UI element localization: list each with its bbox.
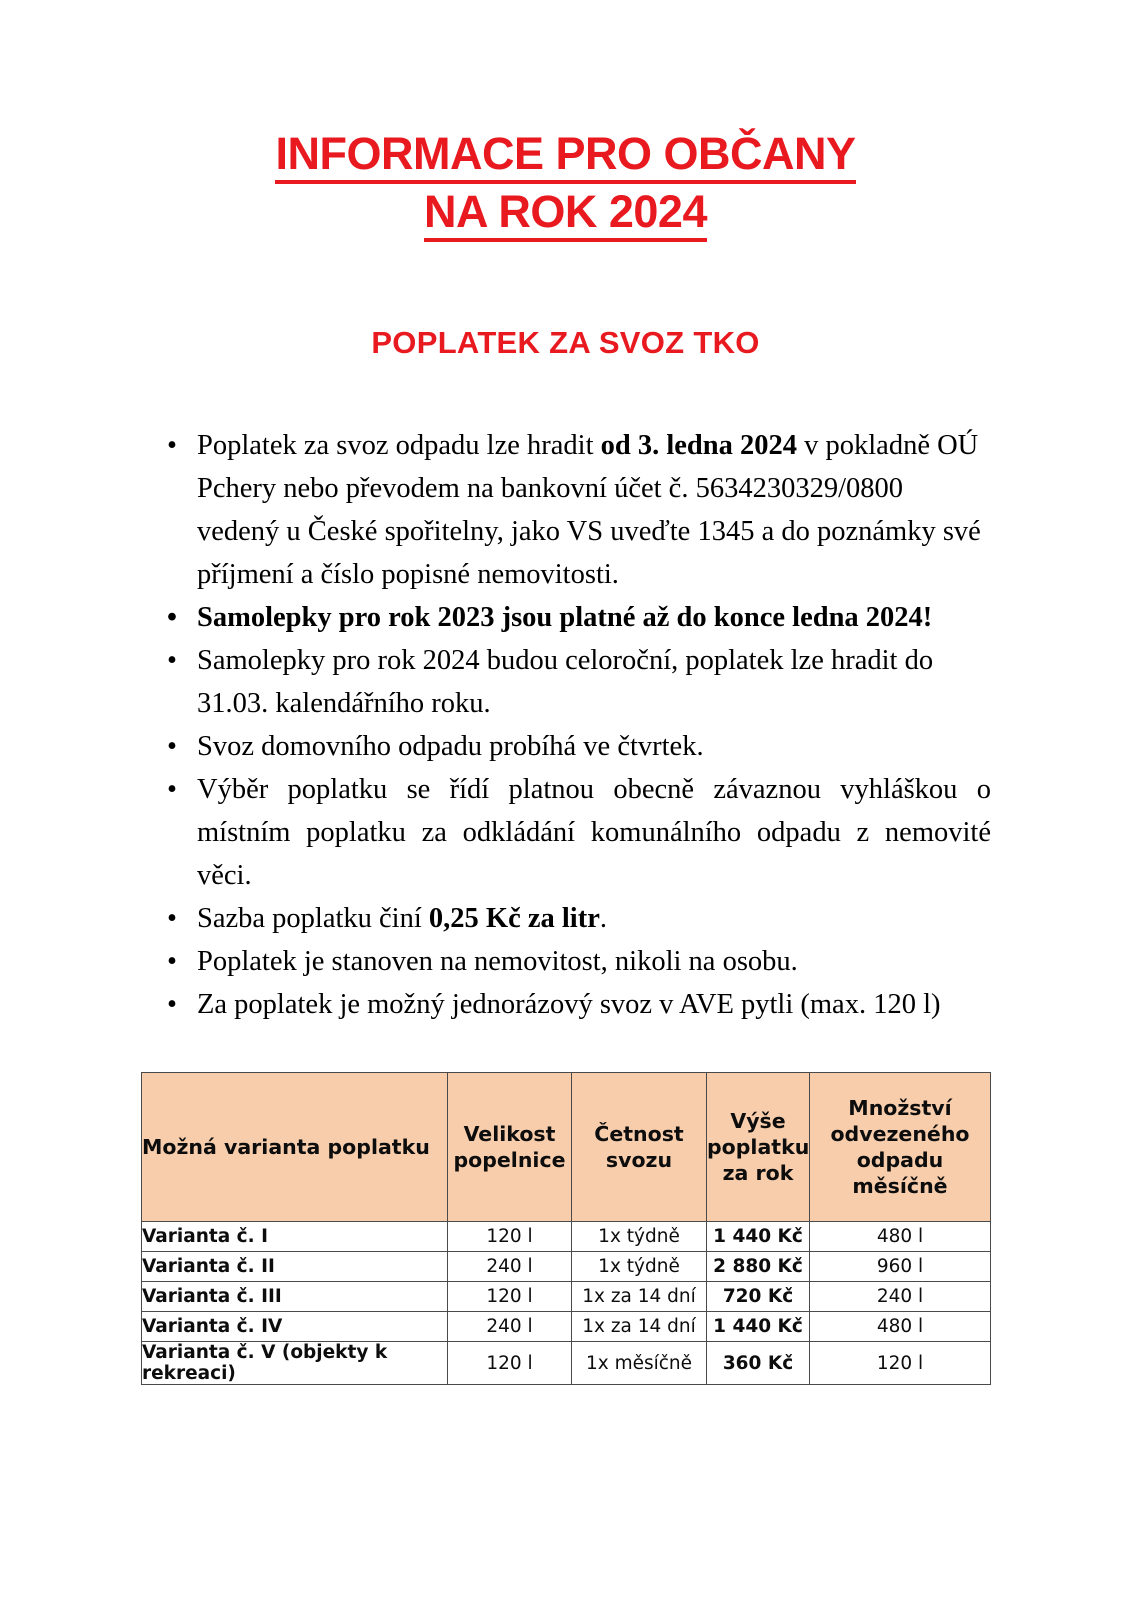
bullet-text-run: v pokladně OÚ Pchery nebo převodem na bankovní účet č. 5634230329/0800 vedený u České spořitelny, jako VS uveďte 1345 a do poznámky své příjmení a číslo popisné nemovitosti. <box>197 430 981 590</box>
list-spacer <box>141 1026 991 1068</box>
header-waste-per-month: Množství odvezeného odpadu měsíčně <box>810 1073 991 1222</box>
cell-bin-size: 240 l <box>448 1252 572 1282</box>
bullet-text <box>197 946 798 977</box>
cell-frequency: 1x za 14 dní <box>572 1312 707 1342</box>
cell-variant: Varianta č. IV <box>142 1312 448 1342</box>
table-row <box>142 1252 991 1282</box>
cell-fee-per-year: 2 880 Kč <box>707 1252 810 1282</box>
header-variant: Možná varianta poplatku <box>142 1073 448 1222</box>
bullet-stickers-2023 <box>141 596 991 639</box>
bullet-text <box>197 903 607 934</box>
document-title <box>0 126 1131 242</box>
cell-waste-per-month: 480 l <box>810 1222 991 1252</box>
table-row <box>142 1312 991 1342</box>
bullet-text-run: Samolepky pro rok 2023 jsou platné až do konce ledna 2024! <box>197 602 933 633</box>
cell-fee-per-year: 1 440 Kč <box>707 1222 810 1252</box>
cell-bin-size: 120 l <box>448 1342 572 1385</box>
title-line-1 <box>0 126 1131 184</box>
cell-waste-per-month: 960 l <box>810 1252 991 1282</box>
bullet-text-run: Poplatek za svoz odpadu lze hradit <box>197 430 601 461</box>
cell-variant: Varianta č. I <box>142 1222 448 1252</box>
cell-frequency: 1x týdně <box>572 1222 707 1252</box>
table-row <box>142 1222 991 1252</box>
cell-variant: Varianta č. II <box>142 1252 448 1282</box>
header-bin-size: Velikost popelnice <box>448 1073 572 1222</box>
fee-table-header-row <box>142 1073 991 1222</box>
bullet-ordinance <box>141 768 991 897</box>
table-row <box>142 1342 991 1385</box>
fee-table-header <box>142 1073 991 1222</box>
cell-frequency: 1x měsíčně <box>572 1342 707 1385</box>
bullet-text-run: Poplatek je stanoven na nemovitost, nikoli na osobu. <box>197 946 798 977</box>
cell-bin-size: 120 l <box>448 1282 572 1312</box>
bullet-text-run: od 3. ledna 2024 <box>600 430 797 461</box>
bullet-text-run: Svoz domovního odpadu probíhá ve čtvrtek. <box>197 731 704 762</box>
bullet-text <box>197 645 933 719</box>
cell-bin-size: 120 l <box>448 1222 572 1252</box>
bullet-ave-bag <box>141 983 991 1026</box>
bullet-text-run: Samolepky pro rok 2024 budou celoroční, poplatek lze hradit do 31.03. kalendářního roku. <box>197 645 934 719</box>
bullet-rate-per-litre <box>141 897 991 940</box>
bullet-text-run: Za poplatek je možný jednorázový svoz v AVE pytli (max. 120 l) <box>197 989 941 1020</box>
cell-variant: Varianta č. III <box>142 1282 448 1312</box>
bullet-text <box>197 768 991 897</box>
header-frequency: Četnost svozu <box>572 1073 707 1222</box>
title-line-2 <box>0 184 1131 242</box>
bullet-text <box>197 430 981 590</box>
fee-table-body <box>142 1222 991 1385</box>
cell-waste-per-month: 480 l <box>810 1312 991 1342</box>
bullet-text <box>197 602 932 633</box>
bullet-text-run: 0,25 Kč za litr <box>428 903 600 934</box>
fee-table <box>141 1072 991 1385</box>
title-line-1-text: INFORMACE PRO OBČANY <box>275 130 855 184</box>
cell-waste-per-month: 240 l <box>810 1282 991 1312</box>
title-line-2-text: NA ROK 2024 <box>424 188 707 242</box>
header-fee-per-year: Výše poplatku za rok <box>707 1073 810 1222</box>
table-row <box>142 1282 991 1312</box>
bullet-text <box>197 989 940 1020</box>
bullet-text <box>197 731 704 762</box>
cell-fee-per-year: 360 Kč <box>707 1342 810 1385</box>
cell-waste-per-month: 120 l <box>810 1342 991 1385</box>
information-bullet-list <box>141 424 991 1111</box>
cell-fee-per-year: 720 Kč <box>707 1282 810 1312</box>
cell-variant: Varianta č. V (objekty k rekreaci) <box>142 1342 448 1385</box>
cell-bin-size: 240 l <box>448 1312 572 1342</box>
bullet-payment-period <box>141 424 991 596</box>
document-subtitle: POPLATEK ZA SVOZ TKO <box>371 325 760 360</box>
fee-table-section <box>141 1072 990 1385</box>
bullet-text-run: Výběr poplatku se řídí platnou obecně závaznou vyhláškou o místním poplatku za odkládání komunálního odpadu z nemovité věci. <box>197 774 991 891</box>
cell-frequency: 1x týdně <box>572 1252 707 1282</box>
cell-fee-per-year: 1 440 Kč <box>707 1312 810 1342</box>
bullet-stickers-2024 <box>141 639 991 725</box>
cell-frequency: 1x za 14 dní <box>572 1282 707 1312</box>
bullet-collection-day <box>141 725 991 768</box>
bullet-text-run: Sazba poplatku činí <box>197 903 429 934</box>
bullet-per-property <box>141 940 991 983</box>
bullet-text-run: . <box>599 903 607 934</box>
